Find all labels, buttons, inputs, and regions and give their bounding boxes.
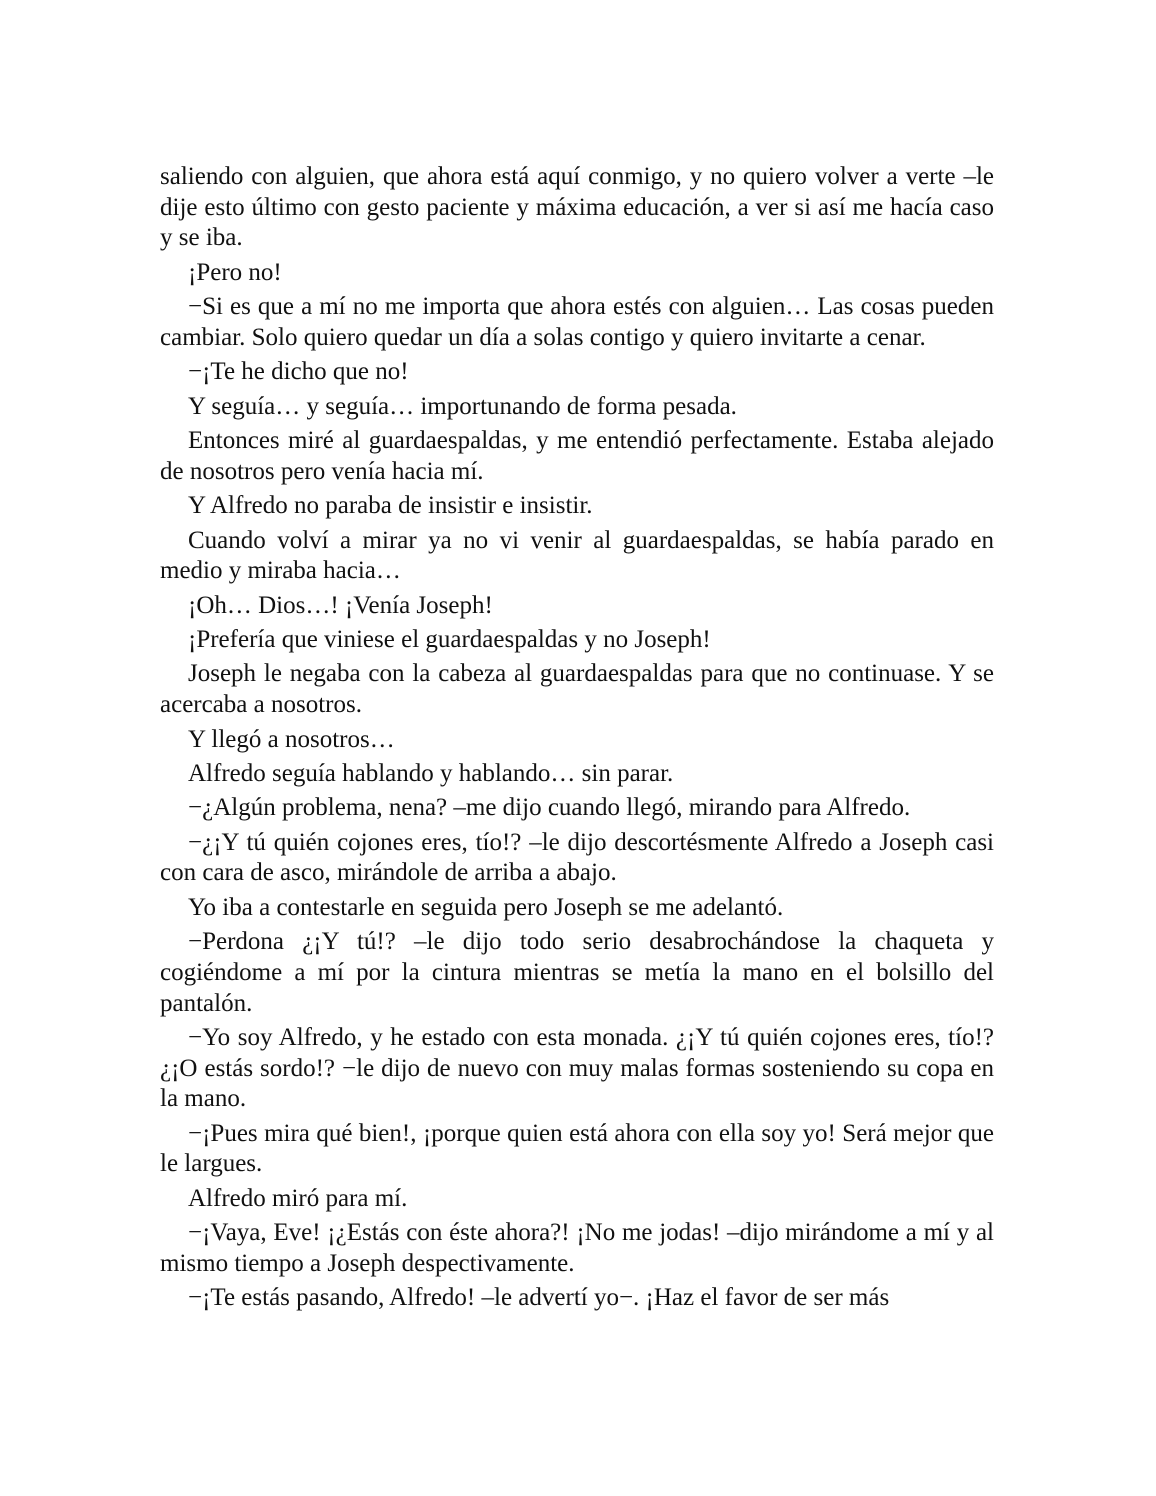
page-text <box>160 162 994 1318</box>
paragraph: Alfredo miró para mí. <box>188 1184 408 1212</box>
paragraph: Entonces miré al guardaespaldas, y me entendió perfectamente. Estaba alejado de nosotros pero venía hacia mí. <box>160 427 994 485</box>
paragraph: Y llegó a nosotros… <box>188 725 395 753</box>
paragraph: −¡Pues mira qué bien!, ¡porque quien está ahora con ella soy yo! Será mejor que le largues. <box>160 1119 994 1178</box>
paragraph: Cuando volví a mirar ya no vi venir al guardaespaldas, se había parado en medio y miraba hacia… <box>160 526 994 585</box>
paragraph: saliendo con alguien, que ahora está aquí conmigo, y no quiero volver a verte –le dije esto último con gesto paciente y máxima educación, a ver si así me hacía caso y se iba. <box>160 163 994 252</box>
paragraph: −¡Te he dicho que no! <box>188 358 409 386</box>
paragraph: −¿¡Y tú quién cojones eres, tío!? –le dijo descortésmente Alfredo a Joseph casi con cara de asco, mirándole de arriba a abajo. <box>160 828 994 887</box>
paragraph: Y Alfredo no paraba de insistir e insistir. <box>188 492 593 520</box>
paragraph: −Perdona ¿¡Y tú!? –le dijo todo serio desabrochándose la chaqueta y cogiéndome a mí por la cintura mientras se metía la mano en el bolsillo del pantalón. <box>160 928 994 1017</box>
paragraph: ¡Oh… Dios…! ¡Venía Joseph! <box>188 591 493 619</box>
paragraph: −Yo soy Alfredo, y he estado con esta monada. ¿¡Y tú quién cojones eres, tío!? ¿¡O estás sordo!? −le dijo de nuevo con muy malas formas sosteniendo su copa en la mano. <box>160 1023 994 1113</box>
paragraph: Alfredo seguía hablando y hablando… sin parar. <box>188 759 674 787</box>
paragraph: −¿Algún problema, nena? –me dijo cuando llegó, mirando para Alfredo. <box>188 794 911 822</box>
paragraph: −¡Vaya, Eve! ¡¿Estás con éste ahora?! ¡No me jodas! –dijo mirándome a mí y al mismo tiempo a Joseph despectivamente. <box>160 1219 994 1277</box>
paragraph: Yo iba a contestarle en seguida pero Joseph se me adelantó. <box>188 893 784 921</box>
paragraph: Y seguía… y seguía… importunando de forma pesada. <box>188 392 737 420</box>
paragraph: Joseph le negaba con la cabeza al guardaespaldas para que no continuase. Y se acercaba a nosotros. <box>160 660 994 719</box>
paragraph: −¡Te estás pasando, Alfredo! –le advertí yo−. ¡Haz el favor de ser más <box>188 1284 890 1312</box>
paragraph: ¡Pero no! <box>188 258 282 286</box>
paragraph: −Si es que a mí no me importa que ahora estés con alguien… Las cosas pueden cambiar. Solo quiero quedar un día a solas contigo y quiero invitarte a cenar. <box>160 293 994 351</box>
paragraph: ¡Prefería que viniese el guardaespaldas y no Joseph! <box>188 626 711 654</box>
